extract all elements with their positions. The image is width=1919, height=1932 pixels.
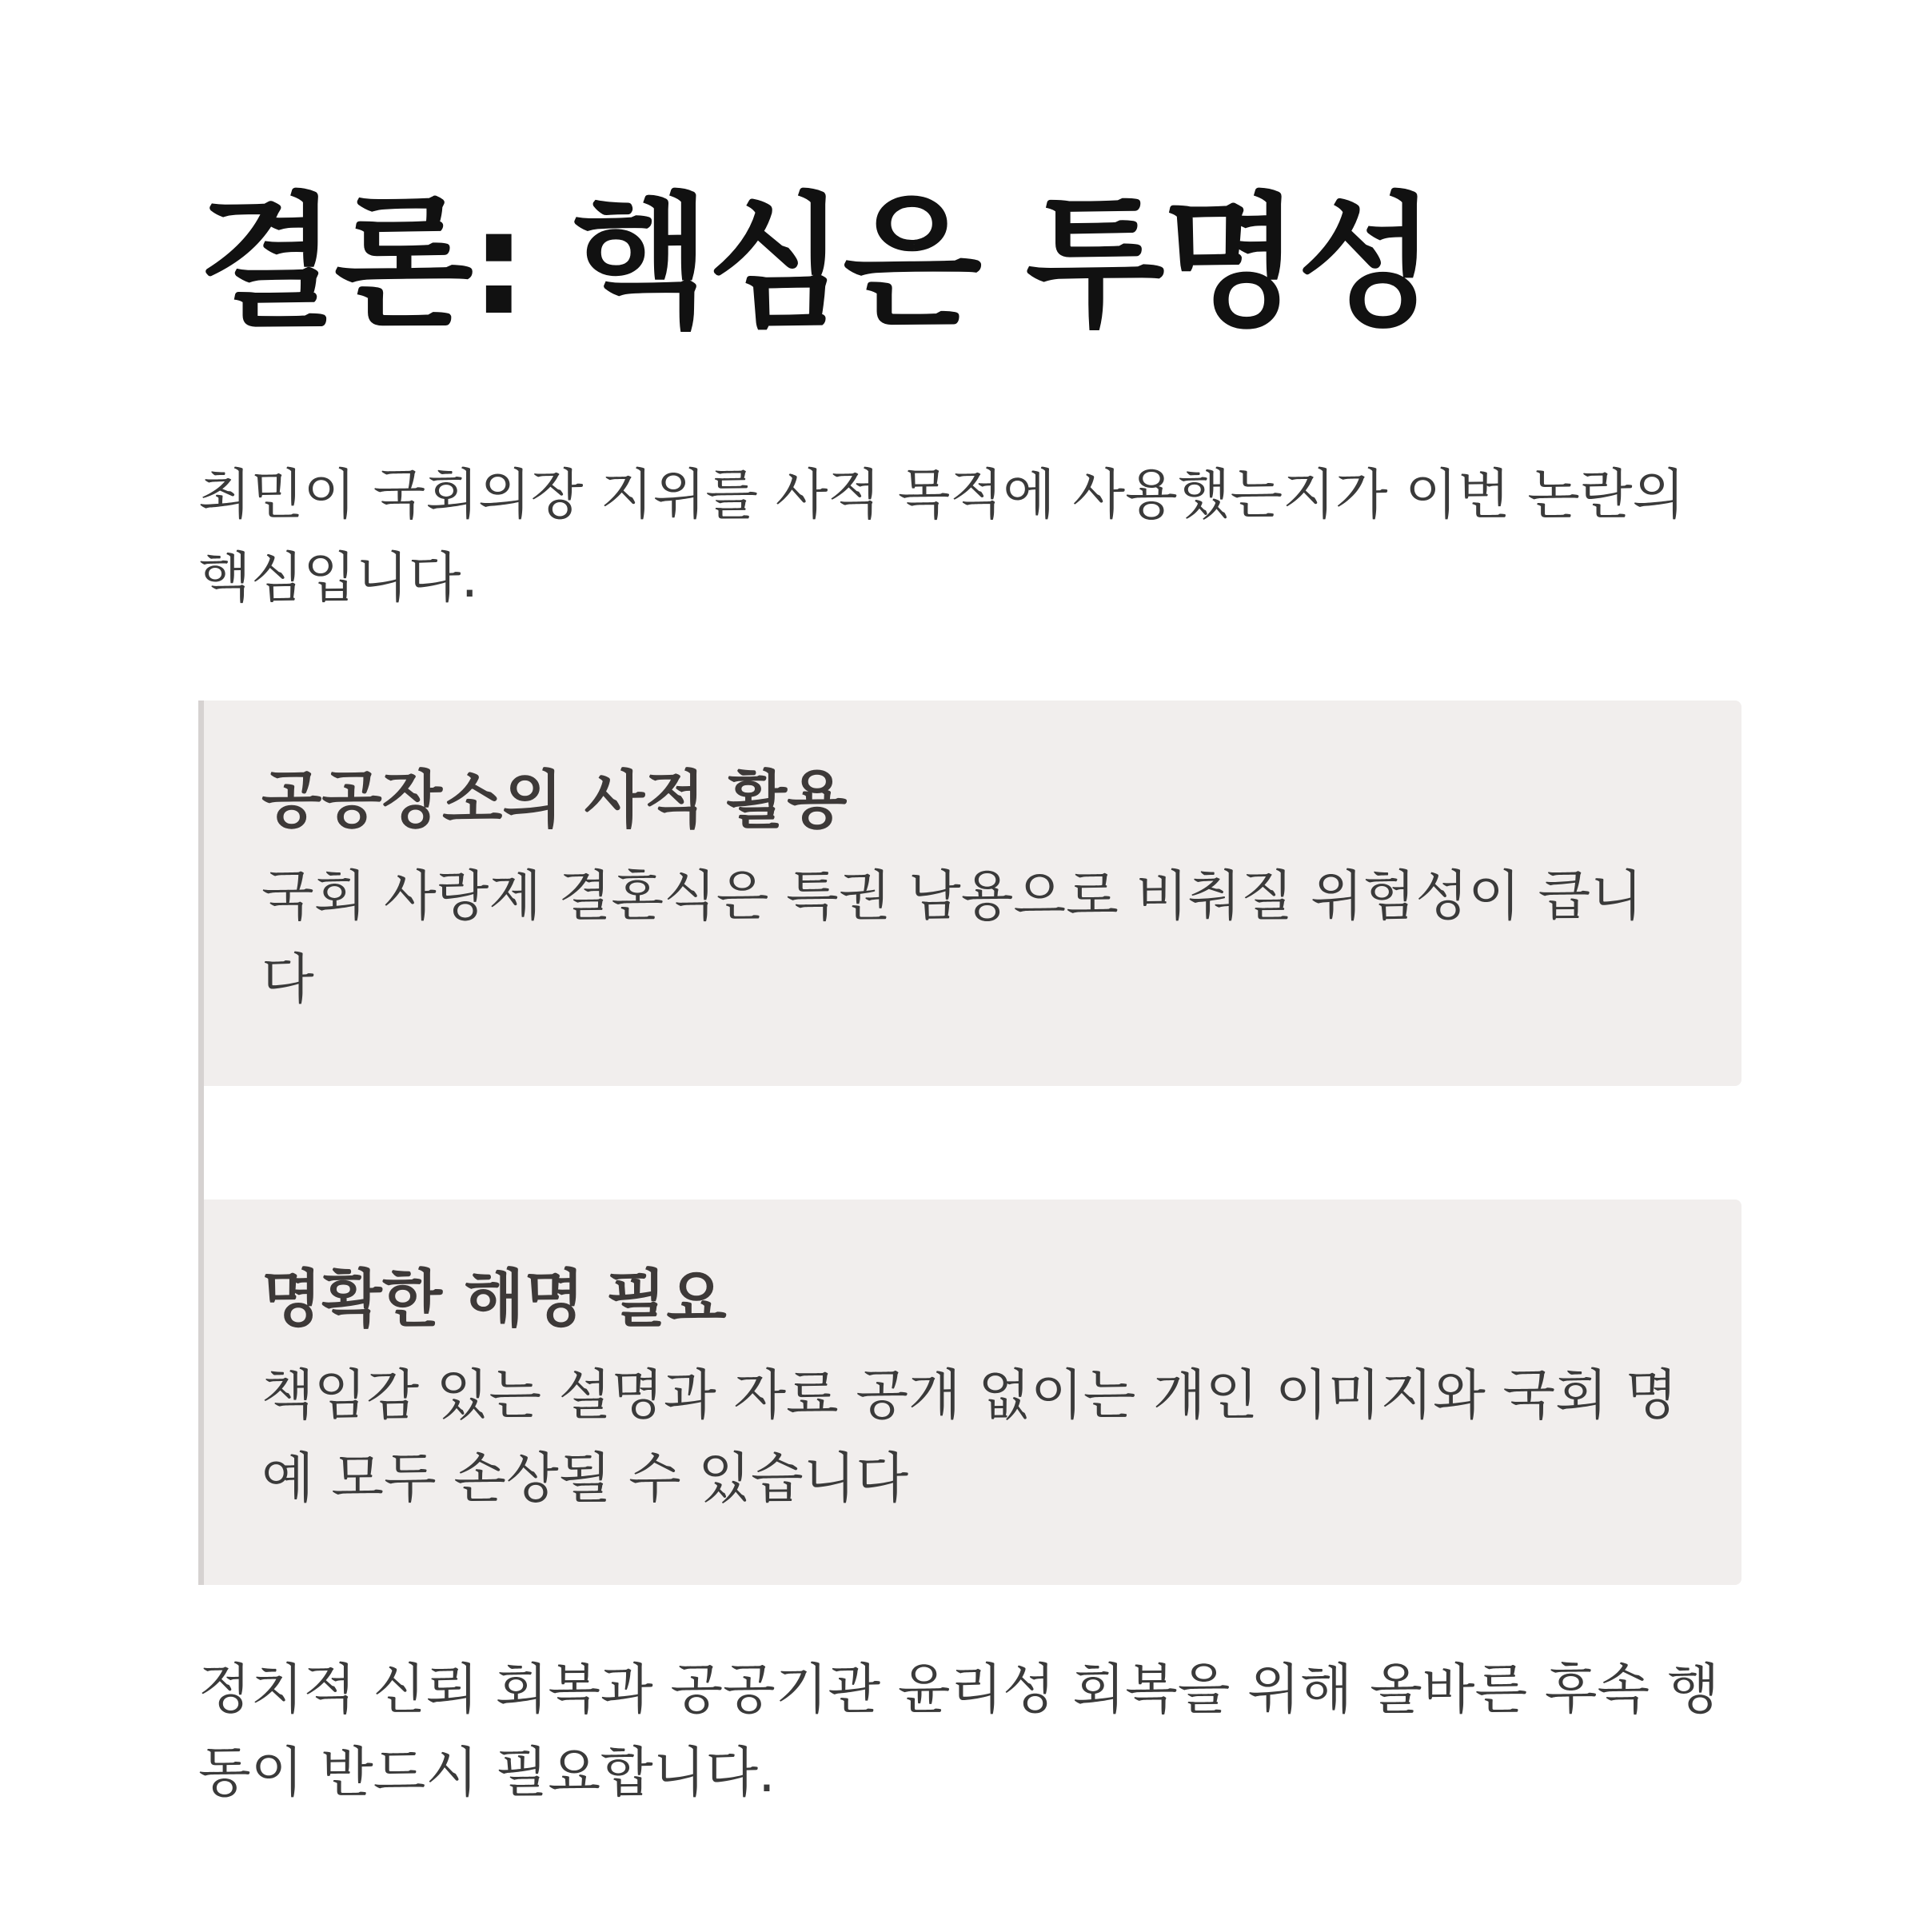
callout-block xyxy=(198,701,1741,1585)
callout-card-explanation xyxy=(204,1200,1741,1585)
callout-heading: 명확한 해명 필요 xyxy=(261,1263,727,1335)
callout-body: 국회 사랑제 결혼식은 특권 남용으로 비춰질 위험성이 큽니다 xyxy=(261,865,1643,1012)
document-page xyxy=(198,180,1741,1815)
closing-paragraph: 정치적 신뢰 회복과 공공기관 윤리성 회복을 위해 올바른 후속 행동이 반드시 필요합니다. xyxy=(198,1659,1720,1805)
page-title: 결론: 핵심은 투명성 xyxy=(198,180,1434,347)
callout-card-private-use xyxy=(204,701,1741,1086)
callout-body: 책임감 있는 설명과 자료 공개 없이는 개인 이미지와 국회 명예 모두 손상될 수 있습니다 xyxy=(261,1364,1678,1511)
callout-heading: 공공장소의 사적 활용 xyxy=(261,764,848,836)
intro-paragraph: 최민이 국회의장 지위를 사적 목적에 사용했는지가 이번 논란의 핵심입니다. xyxy=(198,464,1686,610)
